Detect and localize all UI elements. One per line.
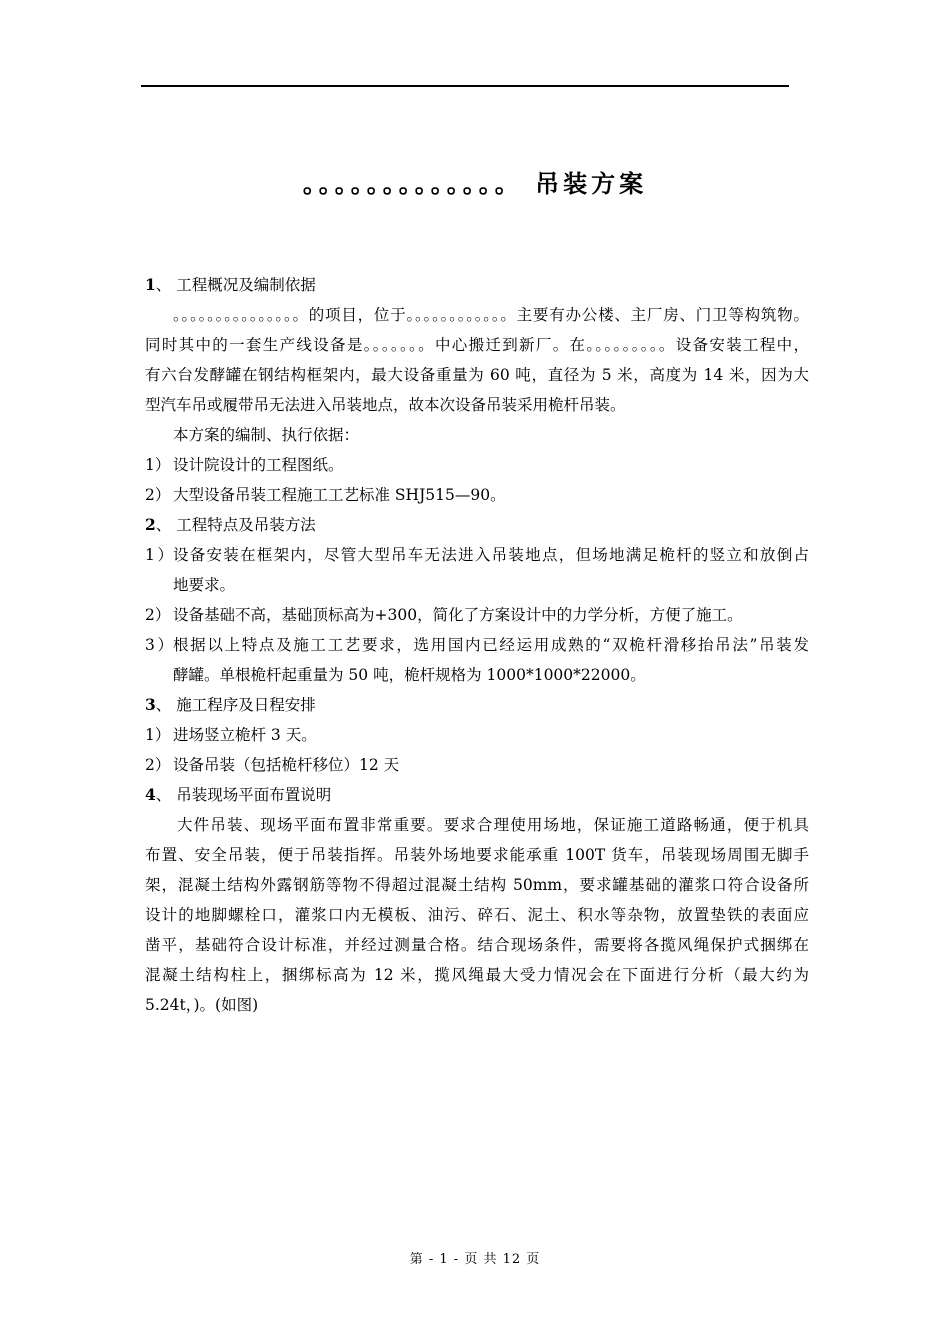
paragraph-line: 有六台发酵罐在钢结构框架内，最大设备重量为 60 吨，直径为 5 米，高度为 14 米，因为大 bbox=[145, 366, 809, 384]
paragraph-line: 。。。。。。。。。。。。。。。的项目，位于。。。。。。。。。。。。主要有办公楼、主厂房、门卫等构筑物。 bbox=[173, 306, 809, 324]
paragraph-line: 凿平，基础符合设计标准，并经过测量合格。结合现场条件，需要将各揽风绳保护式捆绑在 bbox=[145, 936, 809, 954]
paragraph-line: 型汽车吊或履带吊无法进入吊装地点，故本次设备吊装采用桅杆吊装。 bbox=[145, 396, 626, 414]
list-item: 2） 大型设备吊装工程施工工艺标准 SHJ515—90。 bbox=[145, 486, 506, 504]
section-heading-1: 1、 工程概况及编制依据 bbox=[145, 275, 316, 294]
list-item: 1） 进场竖立桅杆 3 天。 bbox=[145, 726, 317, 744]
list-item-continuation: 酵罐。单根桅杆起重量为 50 吨，桅杆规格为 1000*1000*22000。 bbox=[173, 666, 646, 684]
list-item: 2） 设备基础不高，基础顶标高为+300，简化了方案设计中的力学分析，方便了施工。 bbox=[145, 606, 743, 624]
section-heading-3: 3、 施工程序及日程安排 bbox=[145, 695, 316, 714]
header-rule bbox=[141, 85, 789, 87]
page-title: 。。。。。。。。。。。。。 吊装方案 bbox=[302, 169, 648, 198]
list-item: 2） 设备吊装（包括桅杆移位）12 天 bbox=[145, 756, 400, 774]
paragraph-line: 混凝土结构柱上，捆绑标高为 12 米，揽风绳最大受力情况会在下面进行分析（最大约为 bbox=[145, 966, 809, 984]
list-item: 1） 设备安装在框架内，尽管大型吊车无法进入吊装地点，但场地满足桅杆的竖立和放倒占 bbox=[145, 546, 809, 564]
list-item-continuation: 地要求。 bbox=[173, 576, 236, 594]
document-body bbox=[145, 270, 809, 1020]
paragraph-line: 本方案的编制、执行依据： bbox=[173, 426, 360, 444]
paragraph-line: 布置、安全吊装，便于吊装指挥。吊装外场地要求能承重 100T 货车，吊装现场周围无脚手 bbox=[145, 846, 809, 864]
paragraph-line: 设计的地脚螺栓口，灌浆口内无模板、油污、碎石、泥土、积水等杂物，放置垫铁的表面应 bbox=[145, 906, 809, 924]
paragraph-line: 5.24t，)。(如图) bbox=[145, 996, 259, 1014]
list-item: 1） 设计院设计的工程图纸。 bbox=[145, 456, 344, 474]
paragraph-line: 架，混凝土结构外露钢筋等物不得超过混凝土结构 50mm，要求罐基础的灌浆口符合设备所 bbox=[145, 876, 809, 894]
section-heading-2: 2、 工程特点及吊装方法 bbox=[145, 515, 316, 534]
paragraph-line: 大件吊装、现场平面布置非常重要。要求合理使用场地，保证施工道路畅通，便于机具 bbox=[177, 816, 809, 834]
list-item: 3） 根据以上特点及施工工艺要求，选用国内已经运用成熟的“双桅杆滑移抬吊法”吊装发 bbox=[145, 636, 809, 654]
paragraph-line: 同时其中的一套生产线设备是。。。。。。。中心搬迁到新厂。在。。。。。。。。。设备安装工程中， bbox=[145, 336, 809, 354]
page-footer: 第 - 1 - 页 共 12 页 bbox=[409, 1252, 541, 1267]
section-heading-4: 4、 吊装现场平面布置说明 bbox=[145, 785, 332, 804]
